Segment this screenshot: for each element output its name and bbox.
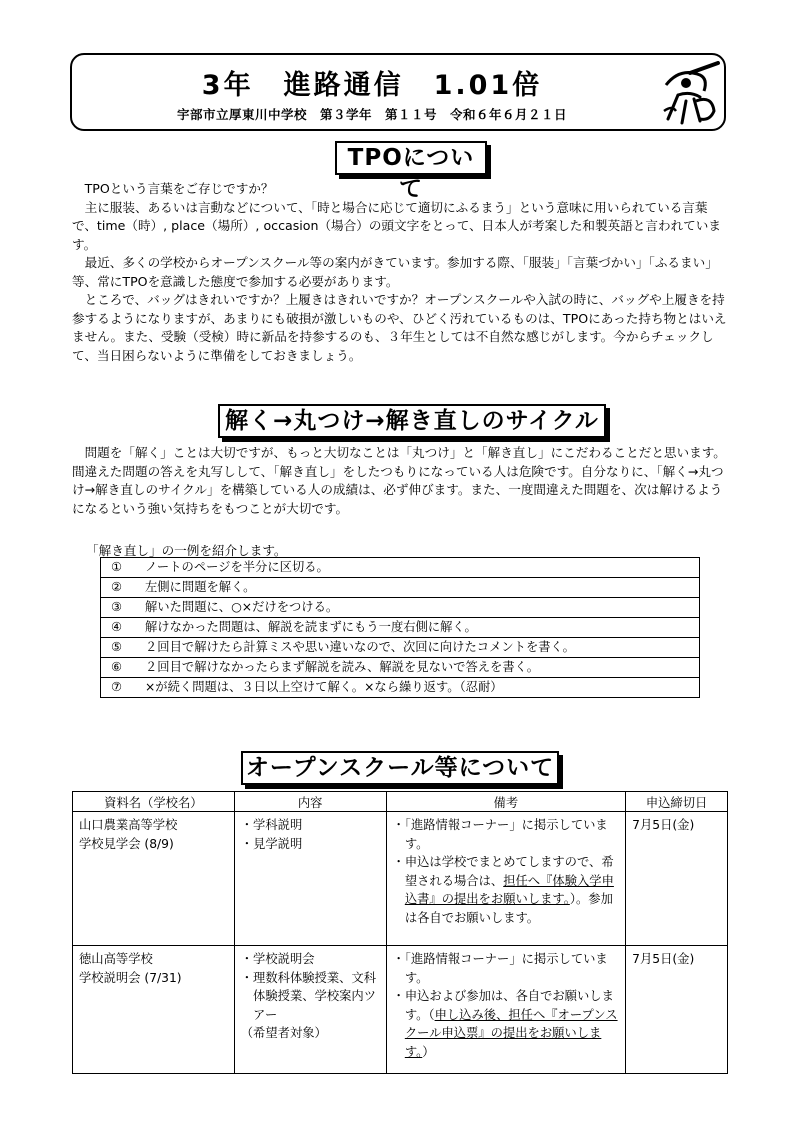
newsletter-subtitle: 宇部市立厚東川中学校 第３学年 第１１号 令和６年６月２１日 bbox=[176, 107, 567, 122]
school-name: 山口農業高等学校 bbox=[79, 818, 178, 832]
section-heading-tpo: TPOについて bbox=[335, 141, 487, 175]
step-text: 解いた問題に、○×だけをつける。 bbox=[145, 600, 339, 614]
step-text: ２回目で解けたら計算ミスや思い違いなので、次回に向けたコメントを書く。 bbox=[145, 640, 575, 654]
tpo-paragraph: TPOという言葉をご存じですか？ bbox=[84, 181, 274, 196]
school-name-cell bbox=[73, 946, 235, 1074]
newsletter-title: 3年 進路通信 1.01倍 bbox=[201, 70, 543, 101]
column-header: 備考 bbox=[386, 792, 626, 812]
event-name: 学校見学会 (8/9) bbox=[79, 836, 174, 851]
note-item: ・申込および参加は、各自でお願いします。（申し込み後、担任へ『オープンスクール申込票』の提出をお願いします。） bbox=[392, 989, 618, 1059]
step-row bbox=[101, 558, 700, 578]
step-row bbox=[101, 638, 700, 658]
column-header: 資料名（学校名） bbox=[73, 792, 235, 812]
resolve-steps-table bbox=[100, 557, 700, 698]
steps-intro: 「解き直し」の一例を紹介します。 bbox=[86, 543, 287, 558]
notes-cell bbox=[386, 812, 626, 946]
open-school-table bbox=[72, 791, 728, 1074]
column-header: 申込締切日 bbox=[626, 792, 728, 812]
tpo-paragraph: ところで、バッグはきれいですか？上履きはきれいですか？オープンスクールや入試の時に、バッグや上履きを持参するようになりますが、あまりにも破損が激しいものや、ひどく汚れているものは、TPOにあった持ち物とはいえません。また、受験（受検）時に新品を持参するのも、３年生としては不自然な感じがします。今からチェックして、当日困らないように準備をしておきましょう。 bbox=[72, 292, 727, 363]
step-number: ③ bbox=[111, 600, 123, 614]
deadline-cell: 7月5日(金) bbox=[626, 946, 728, 1074]
content-item: ・見学説明 bbox=[240, 836, 303, 851]
step-number: ⑦ bbox=[111, 680, 123, 694]
step-text: 解けなかった問題は、解説を読まずにもう一度右側に解く。 bbox=[145, 620, 477, 634]
content-item: ・理数科体験授業、文科体験授業、学校案内ツアー bbox=[240, 970, 377, 1022]
event-name: 学校説明会 (7/31) bbox=[79, 970, 182, 985]
baseball-player-logo-icon bbox=[660, 61, 722, 125]
deadline-cell: 7月5日(金) bbox=[626, 812, 728, 946]
notes-cell bbox=[386, 946, 626, 1074]
cycle-paragraph: 問題を「解く」ことは大切ですが、もっと大切なことは「丸つけ」と「解き直し」にこだわることだと思います。間違えた問題の答えを丸写しして、「解き直し」をしたつもりになっている人は危険です。自分なりに、「解く→丸つけ→解き直しのサイクル」を構築している人の成績は、必ず伸びます。また、一度間違えた問題を、次は解けるようになるという強い気持ちをもつことが大切です。 bbox=[72, 445, 726, 516]
step-row bbox=[101, 658, 700, 678]
note-item: ・申込は学校でまとめてしますので、希望される場合は、担任へ『体験入学申込書』の提出をお願いします。）。参加は各自でお願いします。 bbox=[392, 855, 614, 925]
tpo-paragraph: 最近、多くの学校からオープンスクール等の案内がきています。参加する際、「服装」「言葉づかい」「ふるまい」等、常にTPOを意識した態度で参加する必要があります。 bbox=[72, 255, 718, 289]
step-number: ④ bbox=[111, 620, 123, 634]
note-item: ・「進路情報コーナー」に掲示しています。 bbox=[392, 818, 608, 851]
step-row bbox=[101, 618, 700, 638]
school-name-cell bbox=[73, 812, 235, 946]
content-item: ・学科説明 bbox=[240, 818, 303, 832]
content-item: ・学校説明会 bbox=[240, 952, 315, 966]
section-heading-open-school: オープンスクール等について bbox=[241, 751, 559, 785]
step-number: ⑤ bbox=[111, 640, 123, 654]
contents-cell bbox=[234, 812, 386, 946]
table-row bbox=[73, 946, 728, 1074]
underlined-note: 申し込み後、担任へ『オープンスクール申込票』の提出をお願いします。 bbox=[404, 1007, 618, 1059]
content-note: （希望者対象） bbox=[240, 1026, 327, 1040]
step-row bbox=[101, 578, 700, 598]
cycle-body bbox=[72, 444, 732, 518]
section-heading-cycle: 解く→丸つけ→解き直しのサイクル bbox=[218, 404, 606, 438]
underlined-note: 担任へ『体験入学申込書』の提出をお願いします。 bbox=[404, 873, 614, 906]
step-row bbox=[101, 678, 700, 698]
school-name: 徳山高等学校 bbox=[79, 952, 153, 966]
step-text: 左側に問題を解く。 bbox=[145, 580, 256, 594]
note-item: ・「進路情報コーナー」に掲示しています。 bbox=[392, 952, 608, 985]
table-header-row bbox=[73, 792, 728, 812]
step-text: ２回目で解けなかったらまず解説を読み、解説を見ないで答えを書く。 bbox=[145, 660, 539, 674]
step-number: ② bbox=[111, 580, 123, 594]
step-text: ×が続く問題は、３日以上空けて解く。×なら繰り返す。（忍耐） bbox=[145, 680, 503, 694]
table-row bbox=[73, 812, 728, 946]
tpo-body bbox=[72, 180, 732, 365]
contents-cell bbox=[234, 946, 386, 1074]
newsletter-header bbox=[70, 53, 726, 131]
step-row bbox=[101, 598, 700, 618]
step-number: ① bbox=[111, 560, 123, 574]
tpo-paragraph: 主に服装、あるいは言動などについて、「時と場合に応じて適切にふるまう」という意味に用いられている言葉で、time（時）, place（場所）, occasion（場合）の頭文字をとって、日本人が考案した和製英語と言われています。 bbox=[72, 199, 721, 252]
step-number: ⑥ bbox=[111, 660, 123, 674]
step-text: ノートのページを半分に区切る。 bbox=[145, 560, 329, 574]
column-header: 内容 bbox=[234, 792, 386, 812]
